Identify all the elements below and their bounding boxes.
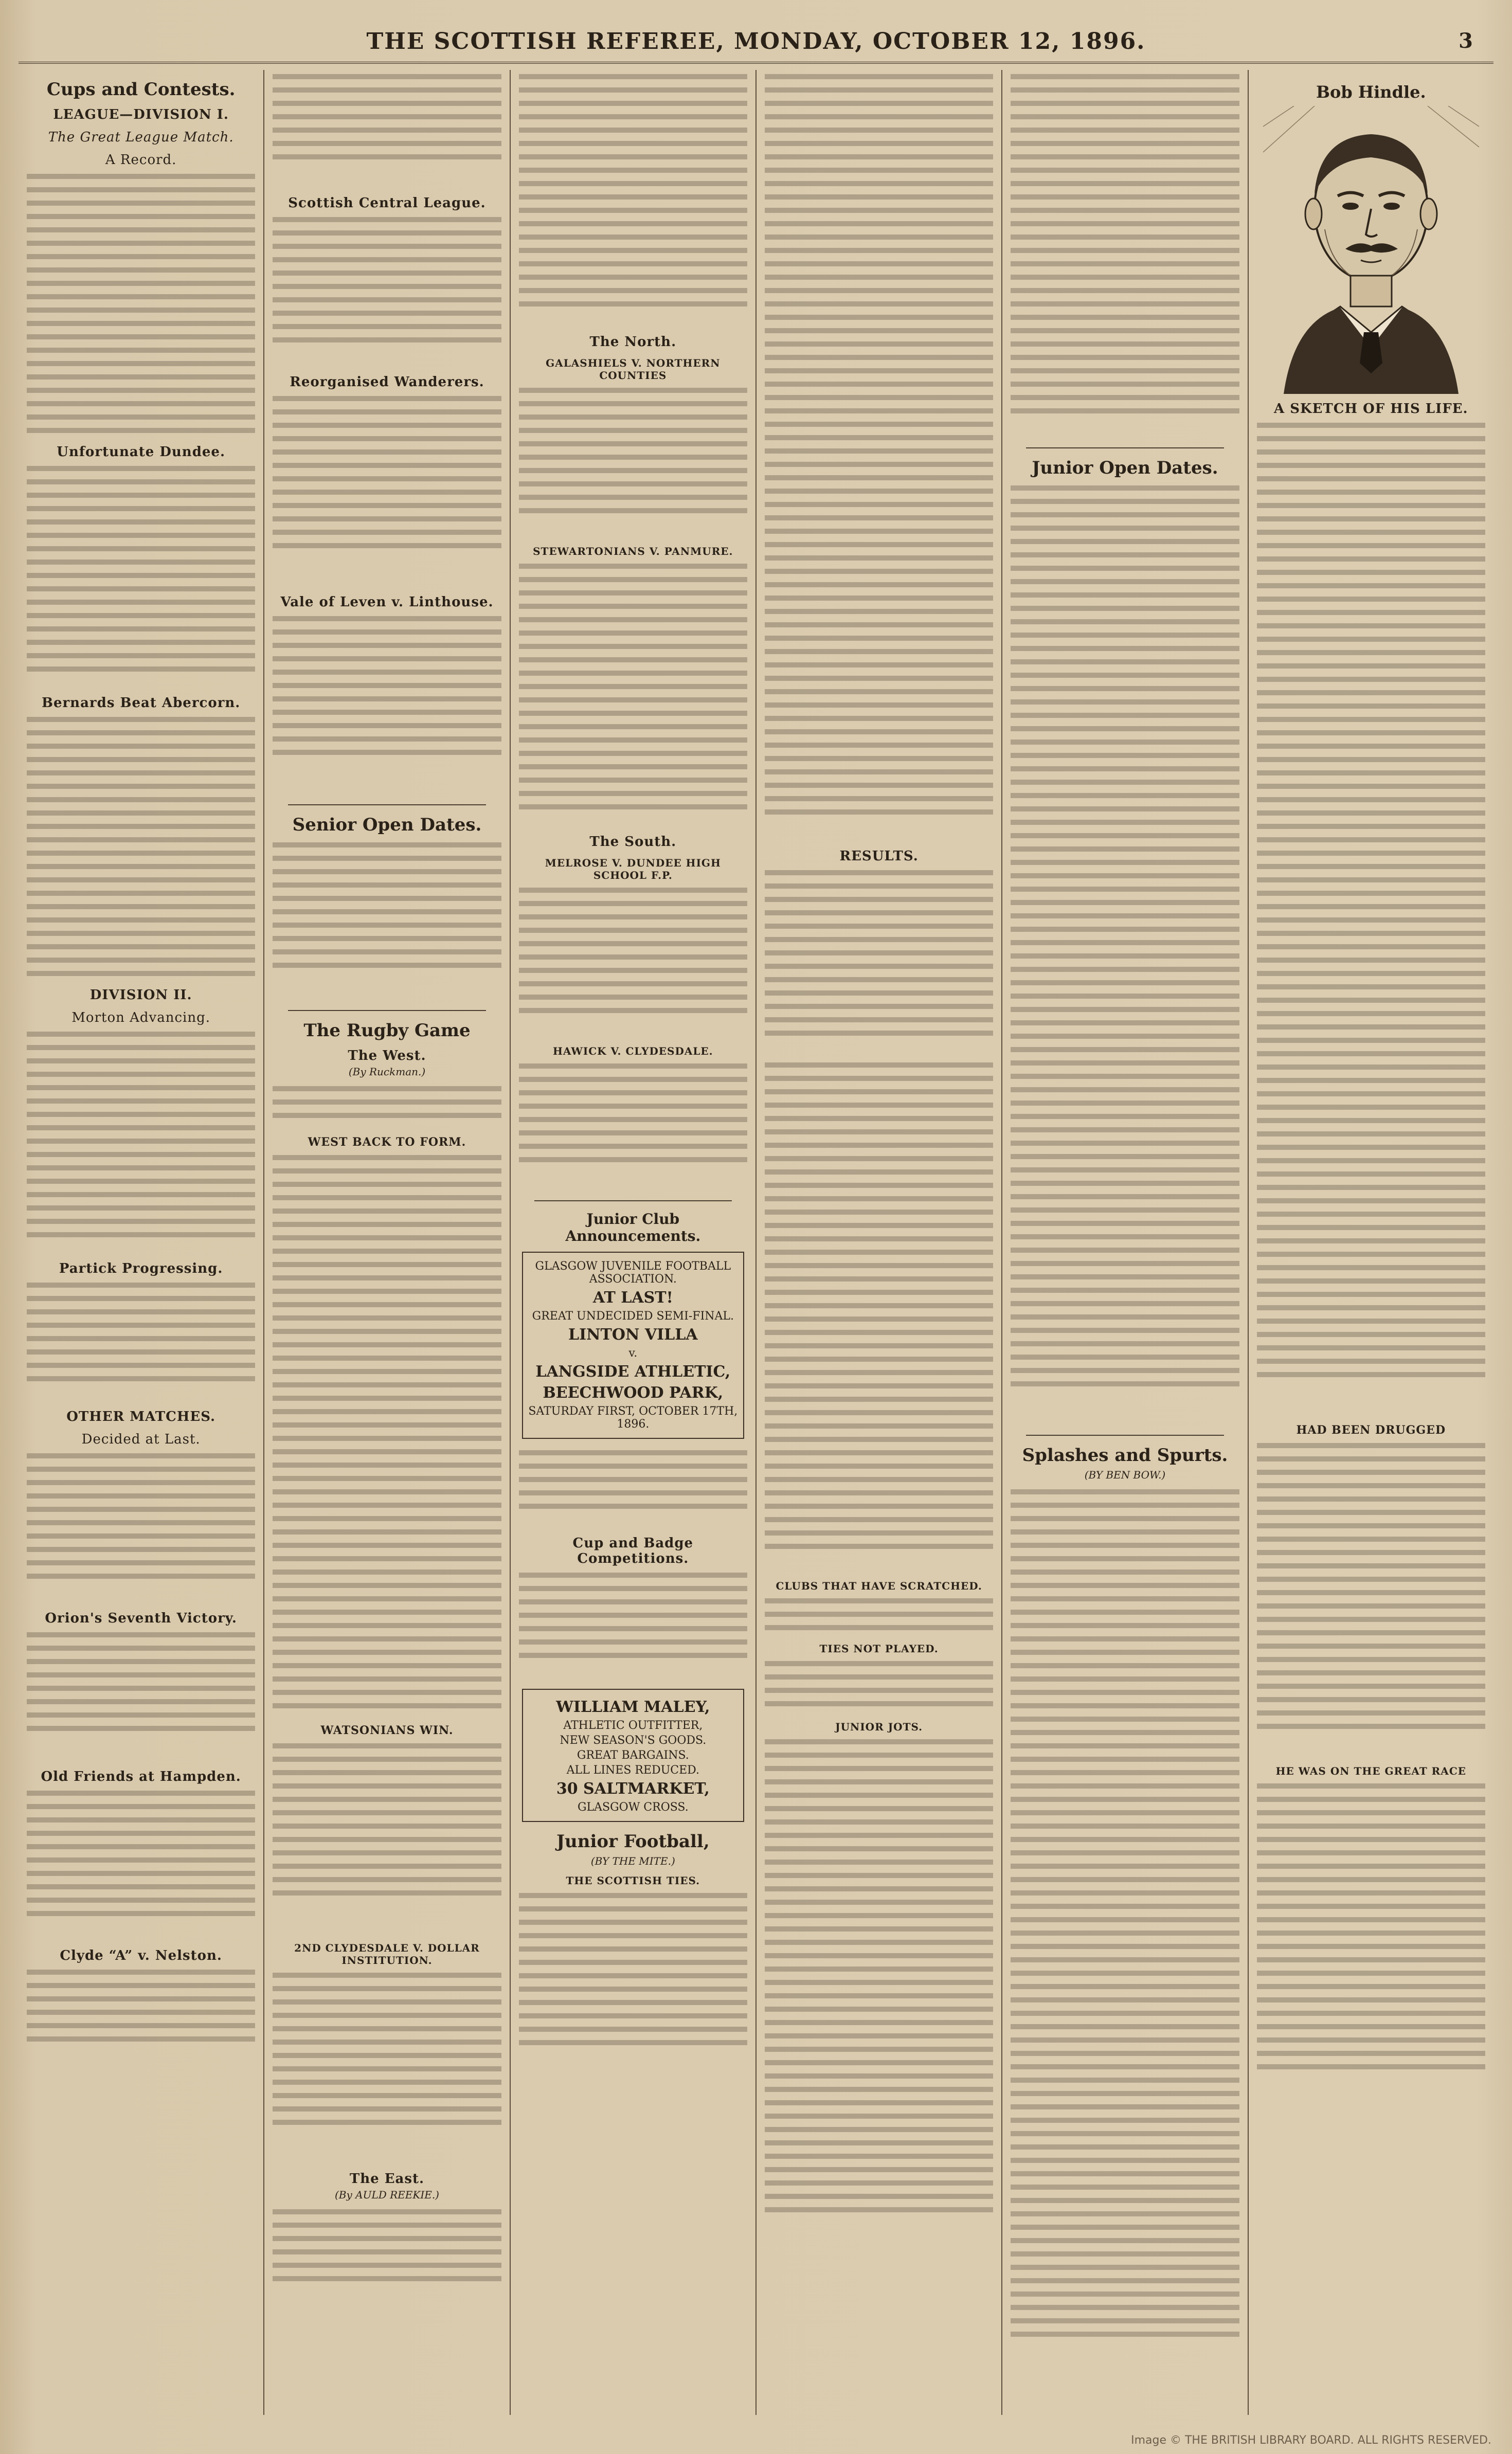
divider — [1026, 447, 1223, 448]
text-block — [273, 1969, 501, 2164]
sub-heading: Cup and Badge Competitions. — [572, 1536, 694, 1566]
ad-line: GLASGOW JUVENILE FOOTBALL ASSOCIATION. — [535, 1260, 731, 1286]
ad-line: BEECHWOOD PARK, — [543, 1384, 724, 1402]
text-block — [765, 70, 993, 841]
column-2 — [264, 70, 510, 2415]
text-block — [273, 1082, 501, 1128]
text-block — [765, 1594, 993, 1635]
sub-heading: OTHER MATCHES. — [66, 1409, 216, 1424]
text-block — [273, 838, 501, 1003]
sub-heading: Decided at Last. — [81, 1432, 201, 1447]
sub-heading: 2ND CLYDESDALE V. DOLLAR INSTITUTION. — [294, 1942, 480, 1966]
text-block — [27, 1628, 255, 1762]
text-block — [27, 1027, 255, 1254]
ad-line: v. — [628, 1347, 638, 1360]
text-block — [1011, 481, 1239, 1428]
sub-heading: WEST BACK TO FORM. — [308, 1135, 466, 1149]
divider — [288, 804, 485, 805]
byline: (BY THE MITE.) — [590, 1855, 675, 1867]
text-block — [27, 713, 255, 980]
column-5 — [1002, 70, 1248, 2415]
text-block — [765, 1058, 993, 1573]
sub-heading: MELROSE V. DUNDEE HIGH SCHOOL F.P. — [545, 857, 721, 881]
ad-line: LINTON VILLA — [568, 1326, 698, 1344]
text-block — [519, 883, 747, 1038]
section-heading: Splashes and Spurts. — [1022, 1445, 1228, 1466]
sub-heading: CLUBS THAT HAVE SCRATCHED. — [776, 1580, 982, 1592]
section-heading: Junior Open Dates. — [1032, 458, 1218, 478]
text-block — [1257, 419, 1485, 1416]
advertisement-linton-villa — [522, 1252, 744, 1439]
ad-line: GREAT BARGAINS. — [577, 1749, 689, 1762]
ad-line: GLASGOW CROSS. — [577, 1801, 689, 1814]
copyright-footer: Image © THE BRITISH LIBRARY BOARD. ALL RIGHTS RESERVED. — [1131, 2434, 1491, 2447]
sub-heading: The West. — [348, 1048, 426, 1063]
divider — [1026, 1435, 1223, 1436]
text-block — [273, 392, 501, 587]
text-block — [273, 213, 501, 367]
text-block — [519, 1889, 747, 2084]
sub-heading: THE SCOTTISH TIES. — [566, 1874, 700, 1887]
sub-heading: Bernards Beat Abercorn. — [41, 695, 241, 711]
sub-heading: LEAGUE—DIVISION I. — [53, 107, 229, 122]
text-block — [765, 1735, 993, 2249]
sub-heading: Scottish Central League. — [288, 195, 486, 211]
ad-line: WILLIAM MALEY, — [556, 1698, 710, 1716]
sub-heading: TIES NOT PLAYED. — [819, 1643, 939, 1655]
divider — [534, 1200, 732, 1201]
sub-heading: A Record. — [105, 152, 177, 168]
ad-line: ATHLETIC OUTFITTER, — [563, 1719, 703, 1732]
text-block — [765, 1657, 993, 1713]
sub-heading: Unfortunate Dundee. — [57, 444, 226, 460]
sub-heading: STEWARTONIANS V. PANMURE. — [533, 545, 733, 557]
sub-heading: HAWICK V. CLYDESDALE. — [553, 1045, 713, 1057]
sub-heading: WATSONIANS WIN. — [320, 1724, 454, 1737]
newspaper-title: THE SCOTTISH REFEREE, MONDAY, OCTOBER 12, 1896. — [366, 28, 1146, 55]
section-heading: Cups and Contests. — [46, 79, 236, 100]
text-block — [273, 1151, 501, 1717]
text-block — [519, 70, 747, 327]
column-3 — [511, 70, 757, 2415]
text-block — [273, 612, 501, 797]
byline: (By Ruckman.) — [348, 1066, 426, 1078]
sub-heading: The North. — [589, 334, 677, 350]
sub-heading: HAD BEEN DRUGGED — [1296, 1423, 1446, 1437]
sub-heading: HE WAS ON THE GREAT RACE — [1275, 1765, 1466, 1777]
text-block — [27, 1787, 255, 1941]
section-heading: Junior Club Announcements. — [565, 1211, 701, 1244]
text-block — [1011, 1485, 1239, 2359]
section-heading: Bob Hindle. — [1316, 82, 1426, 102]
sub-heading: Old Friends at Hampden. — [41, 1769, 241, 1784]
sub-heading: The East. — [349, 2171, 425, 2187]
byline: (BY BEN BOW.) — [1084, 1469, 1166, 1481]
text-block — [27, 1278, 255, 1402]
text-block — [273, 70, 501, 188]
text-block — [27, 462, 255, 688]
sub-heading: JUNIOR JOTS. — [835, 1721, 923, 1733]
text-block — [27, 1449, 255, 1603]
text-block — [519, 384, 747, 538]
ad-line: AT LAST! — [592, 1289, 673, 1307]
section-heading: Junior Football, — [556, 1831, 710, 1852]
column-6 — [1249, 70, 1493, 2415]
section-heading: The Rugby Game — [303, 1020, 471, 1041]
ad-line: 30 SALTMARKET, — [556, 1780, 710, 1798]
masthead — [19, 21, 1493, 64]
ad-line: LANGSIDE ATHLETIC, — [535, 1363, 731, 1381]
sub-heading: Clyde “A” v. Nelston. — [60, 1948, 222, 1963]
page-number: 3 — [1459, 29, 1473, 53]
text-block — [519, 560, 747, 827]
portrait-section — [1257, 82, 1485, 417]
ad-line: NEW SEASON'S GOODS. — [560, 1734, 707, 1747]
column-1 — [19, 70, 264, 2415]
text-block — [519, 1446, 747, 1528]
text-block — [27, 1965, 255, 2068]
text-block — [27, 170, 255, 437]
byline: (By AULD REEKIE.) — [334, 2189, 439, 2201]
advertisement-william-maley — [522, 1689, 744, 1822]
text-block — [519, 1059, 747, 1193]
column-4 — [757, 70, 1002, 2415]
divider — [288, 1010, 485, 1011]
text-block — [273, 1739, 501, 1935]
sub-heading: The South. — [589, 834, 677, 850]
text-block — [273, 2205, 501, 2308]
ad-line: ALL LINES REDUCED. — [566, 1764, 699, 1777]
sub-heading: A SKETCH OF HIS LIFE. — [1274, 401, 1468, 417]
portrait-engraving — [1263, 106, 1479, 394]
sub-heading: The Great League Match. — [48, 130, 234, 145]
ad-line: SATURDAY FIRST, OCTOBER 17TH, 1896. — [528, 1405, 738, 1431]
sub-heading: Reorganised Wanderers. — [290, 374, 484, 390]
sub-heading: Morton Advancing. — [71, 1010, 211, 1025]
article-columns — [19, 70, 1493, 2415]
sub-heading: Vale of Leven v. Linthouse. — [280, 594, 494, 610]
sub-heading: RESULTS. — [839, 849, 919, 864]
section-heading: Senior Open Dates. — [292, 815, 482, 835]
sub-heading: Orion's Seventh Victory. — [45, 1611, 237, 1626]
sub-heading: Partick Progressing. — [59, 1261, 223, 1276]
ad-line: GREAT UNDECIDED SEMI-FINAL. — [532, 1310, 734, 1323]
text-block — [519, 1568, 747, 1682]
text-block — [1257, 1439, 1485, 1758]
text-block — [1257, 1779, 1485, 2098]
text-block — [1011, 70, 1239, 440]
sub-heading: DIVISION II. — [89, 987, 192, 1003]
results-table-block — [765, 866, 993, 1051]
sub-heading: GALASHIELS V. NORTHERN COUNTIES — [546, 357, 721, 382]
